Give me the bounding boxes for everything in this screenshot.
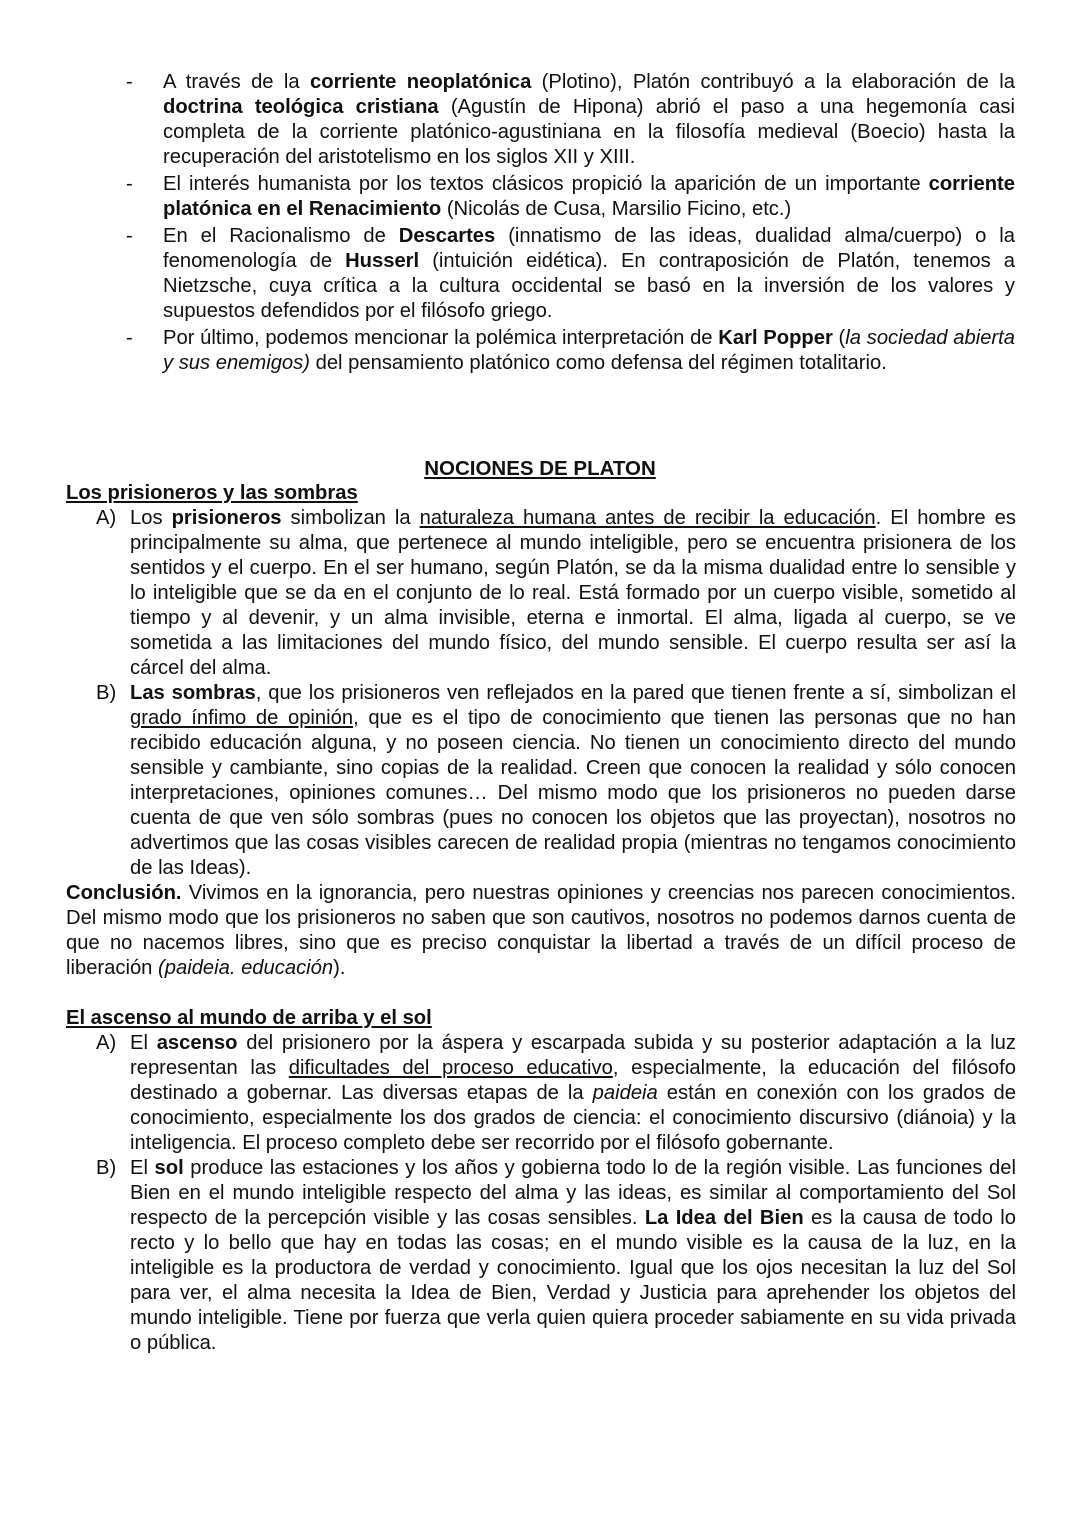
bullet-marker: - [126,71,133,93]
bullet-item [117,70,1015,170]
item-text: Las sombras, que los prisioneros ven reflejados en la pared que tienen frente a sí, simbolizan el grado ínfimo de opinión, que es el tipo de conocimiento que tienen las personas que no han recibido educación alguna, y no poseen ciencia. No tienen un conocimiento directo del mundo sensible y cambiante, sino copias de la realidad. Creen que conocen la realidad y sólo conocen interpretaciones, opiniones comunes… Del mismo modo que los prisioneros no pueden darse cuenta de que ven sólo sombras (pues no conocen los objetos que las proyectan), nosotros no advertimos que las cosas visibles carecen de realidad propia (mientras no tengamos conocimiento de las Ideas). [130,682,1016,879]
section-prisoners-shadows [66,481,1016,981]
bullet-marker: - [126,173,133,195]
item-text: El sol produce las estaciones y los años y gobierna todo lo de la región visible. Las funciones del Bien en el mundo inteligible respecto del alma y las ideas, es similar al comportamiento del Sol respecto de la percepción visible y las cosas sensibles. La Idea del Bien es la causa de todo lo recto y lo bello que hay en todas las cosas; en el mundo visible es la causa de la luz, en la inteligible es la productora de verdad y conocimiento. Igual que los ojos necesitan la luz del Sol para ver, el alma necesita la Idea de Bien, Verdad y Justicia para aprehender los objetos del mundo inteligible. Tiene por fuerza que verla quien quiera proceder sabiamente en su vida privada o pública. [130,1157,1017,1354]
list-item [66,506,1016,681]
item-text: El ascenso del prisionero por la áspera y escarpada subida y su posterior adaptación a la luz representan las dificultades del proceso educativo, especialmente, la educación del filósofo destinado a gobernar. Las diversas etapas de la paideia están en conexión con los grados de conocimiento, especialmente los dos grados de ciencia: el conocimiento discursivo (diánoia) y la inteligencia. El proceso completo debe ser recorrido por el filósofo gobernante. [130,1032,1017,1154]
bullet-marker: - [126,327,133,349]
section-heading: Los prisioneros y las sombras [66,482,358,504]
item-label: A) [96,507,117,529]
list-item [66,1031,1016,1156]
bullet-text: El interés humanista por los textos clásicos propició la aparición de un importante corriente platónica en el Renacimiento (Nicolás de Cusa, Marsilio Ficino, etc.) [163,173,1015,220]
bullet-text: A través de la corriente neoplatónica (Plotino), Platón contribuyó a la elaboración de la doctrina teológica cristiana (Agustín de Hipona) abrió el paso a una hegemonía casi completa de la corriente platónico-agustiniana en la filosofía medieval (Boecio) hasta la recuperación del aristotelismo en los siglos XII y XIII. [163,71,1015,168]
section-ascent-sun [66,1006,1016,1356]
item-label: B) [96,682,117,704]
section-heading: El ascenso al mundo de arriba y el sol [66,1007,432,1029]
item-text: Los prisioneros simbolizan la naturaleza humana antes de recibir la educación. El hombre es principalmente su alma, que pertenece al mundo inteligible, pero se encuentra prisionera de los sentidos y el cuerpo. En el ser humano, según Platón, se da la misma dualidad entre lo sensible y lo inteligible que se da en el conjunto de lo real. Está formado por un cuerpo visible, sometido al tiempo y al devenir, y un alma invisible, eterna e inmortal. El alma, ligada al cuerpo, se ve sometida a las limitaciones del mundo físico, del mundo sensible. El cuerpo resulta ser así la cárcel del alma. [130,507,1016,679]
conclusion-paragraph: Conclusión. Vivimos en la ignorancia, pero nuestras opiniones y creencias nos parecen conocimientos. Del mismo modo que los prisioneros no saben que son cautivos, nosotros no podemos darnos cuenta de que no nacemos libres, sino que es preciso conquistar la libertad a través de un difícil proceso de liberación (paideia. educación). [66,882,1016,979]
bullet-text: Por último, podemos mencionar la polémica interpretación de Karl Popper (la sociedad abierta y sus enemigos) del pensamiento platónico como defensa del régimen totalitario. [163,327,1015,374]
item-label: A) [96,1032,117,1054]
bullet-item [117,224,1015,324]
list-item [66,1156,1016,1356]
list-item [66,681,1016,881]
page-title: NOCIONES DE PLATON [424,457,656,480]
bullet-item [117,326,1015,376]
bullet-item [117,172,1015,222]
bullet-text: En el Racionalismo de Descartes (innatismo de las ideas, dualidad alma/cuerpo) o la fenomenología de Husserl (intuición eidética). En contraposición de Platón, tenemos a Nietzsche, cuya crítica a la cultura occidental se basó en la inversión de los valores y supuestos defendidos por el filósofo griego. [163,225,1015,322]
bullet-marker: - [126,225,133,247]
influence-bullet-list [117,70,1015,378]
item-label: B) [96,1157,117,1179]
